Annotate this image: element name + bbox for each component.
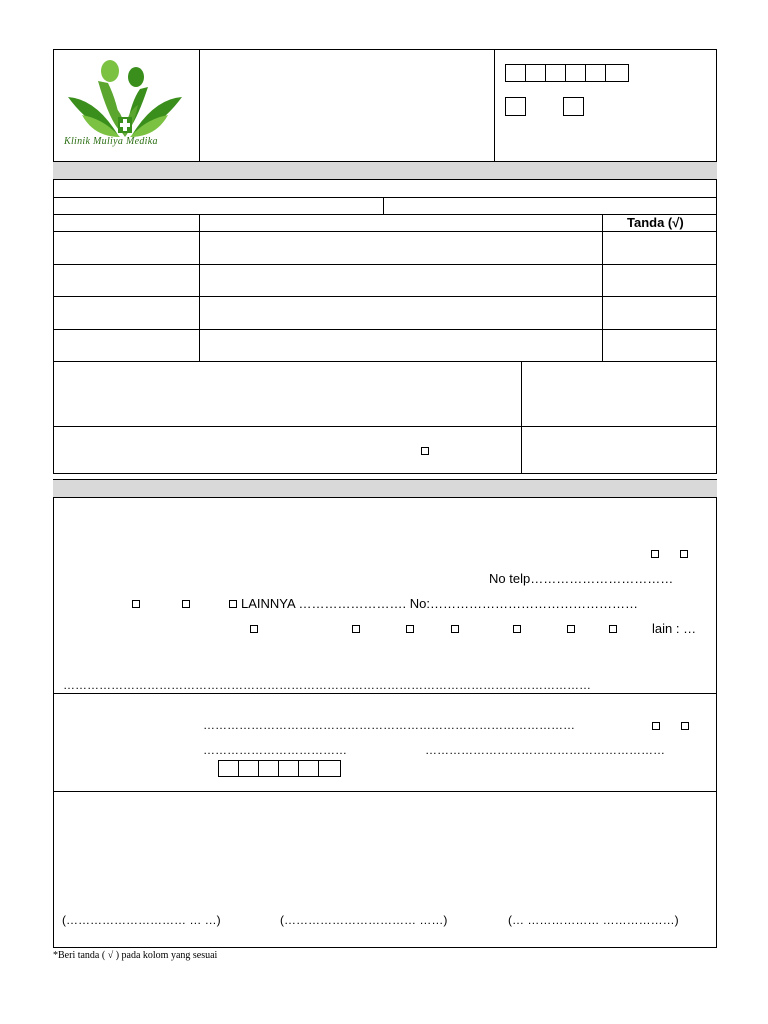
table-row-line-1 [53,264,717,265]
table-row-line-3 [53,329,717,330]
dotted-line-1[interactable]: …………………………………………………………………………………………………………………… [63,678,591,692]
header-divider-1 [199,49,200,162]
table-row-line-2 [53,296,717,297]
checkbox-c5[interactable] [513,625,521,633]
checkbox-b2[interactable] [182,600,190,608]
no-telp-field[interactable]: No telp…………………………… [489,571,674,586]
row-line-2 [53,214,717,215]
lainnya-field[interactable]: LAINNYA ……………………. No:………………………………………… [241,596,639,611]
checkbox-c7[interactable] [609,625,617,633]
lower-row-line [53,426,717,427]
row-line-1 [53,197,717,198]
dots-left-field[interactable]: ……………………………… [203,743,347,757]
checkbox-c4[interactable] [451,625,459,633]
checkbox-c2[interactable] [352,625,360,633]
clinic-logo [60,53,190,153]
checkbox-d1[interactable] [652,722,660,730]
dots-right-field[interactable]: …………………………………………………… [425,743,665,757]
checkbox-c3[interactable] [406,625,414,633]
section-1-body [53,179,717,474]
checkbox-c1[interactable] [250,625,258,633]
checkbox-a1[interactable] [651,550,659,558]
id-number-boxes[interactable] [505,64,629,82]
signature-3[interactable]: (… ……………… ………………) [508,913,679,927]
code-number-boxes[interactable] [218,760,341,777]
logo-text: Klinik Muliya Medika [64,136,158,147]
checkbox-d2[interactable] [681,722,689,730]
dotted-line-2[interactable]: ………………………………………………………………………………… [203,718,575,732]
header-divider-2 [494,49,495,162]
checkbox-c6[interactable] [567,625,575,633]
checkbox-s1[interactable] [421,447,429,455]
lower-col-divider [521,361,522,474]
option-box-2[interactable] [563,97,584,116]
checkbox-b1[interactable] [132,600,140,608]
section-1-band [53,161,717,180]
option-box-1[interactable] [505,97,526,116]
row-divider-1 [383,197,384,214]
signature-2[interactable]: (…………………………… ……) [280,913,448,927]
section-2-band [53,479,717,498]
footnote: *Beri tanda ( √ ) pada kolom yang sesuai [53,950,218,961]
checkbox-lainnya[interactable] [229,600,237,608]
table-col-2 [602,214,603,361]
table-header-line [53,231,717,232]
section-2-divider-1 [53,693,717,694]
checkbox-a2[interactable] [680,550,688,558]
section-2-divider-2 [53,791,717,792]
lain-field[interactable]: lain : … [652,621,697,636]
tanda-header: Tanda (√) [627,215,684,230]
table-col-1 [199,214,200,361]
signature-1[interactable]: (………………………… … …) [62,913,221,927]
table-bottom-line [53,361,717,362]
